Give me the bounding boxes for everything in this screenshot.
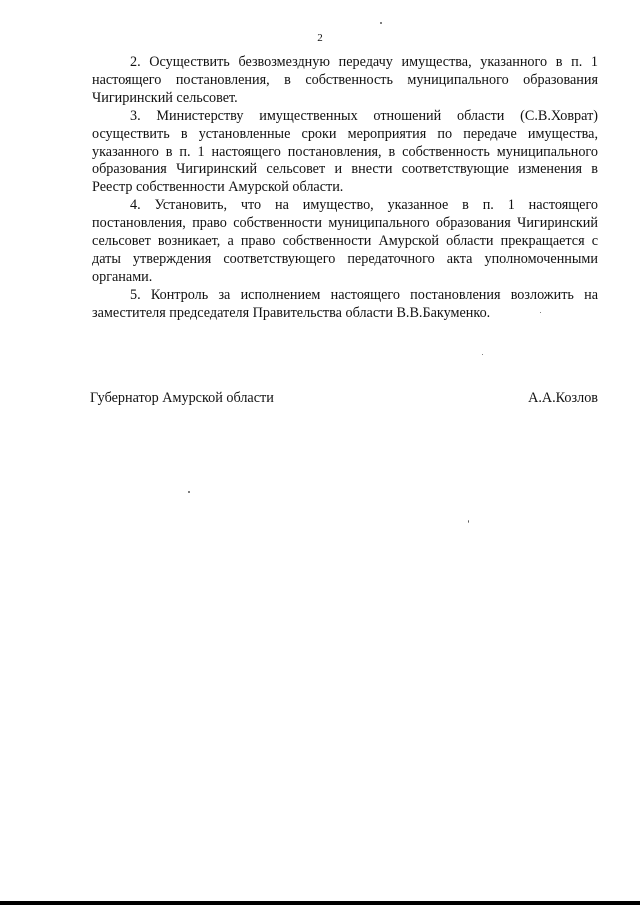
scan-speck <box>482 354 483 355</box>
paragraph-4: 4. Установить, что на имущество, указанное в п. 1 настоящего постановления, право собственности муниципального образования Чигиринский сельсовет возникает, а право собственности Амурской области прекращается с даты утверждения соответствующего передаточного акта уполномоченными органами. <box>92 197 598 285</box>
paragraph-5: 5. Контроль за исполнением настоящего постановления возложить на заместителя председателя Правительства области В.В.Бакуменко. <box>92 286 598 321</box>
paragraph-3: 3. Министерству имущественных отношений области (С.В.Ховрат) осуществить в установленные сроки мероприятия по передаче имущества, указанного в п. 1 настоящего постановления, в собственность муниципального образования Чигиринский сельсовет и внести соответствующие изменения в Реестр собственности Амурской области. <box>92 107 598 196</box>
scan-bottom-edge <box>0 901 640 905</box>
scan-speck <box>540 312 541 313</box>
scan-speck <box>468 520 469 523</box>
scan-speck <box>380 22 382 24</box>
page-number: 2 <box>317 32 323 44</box>
scan-speck <box>188 491 190 493</box>
signatory-position: Губернатор Амурской области <box>90 390 274 406</box>
paragraph-2: 2. Осуществить безвозмездную передачу имущества, указанного в п. 1 настоящего постановления, в собственность муниципального образования Чигиринский сельсовет. <box>92 54 598 106</box>
document-body <box>92 54 598 323</box>
signature-block <box>90 390 598 408</box>
signatory-name: А.А.Козлов <box>528 390 598 406</box>
